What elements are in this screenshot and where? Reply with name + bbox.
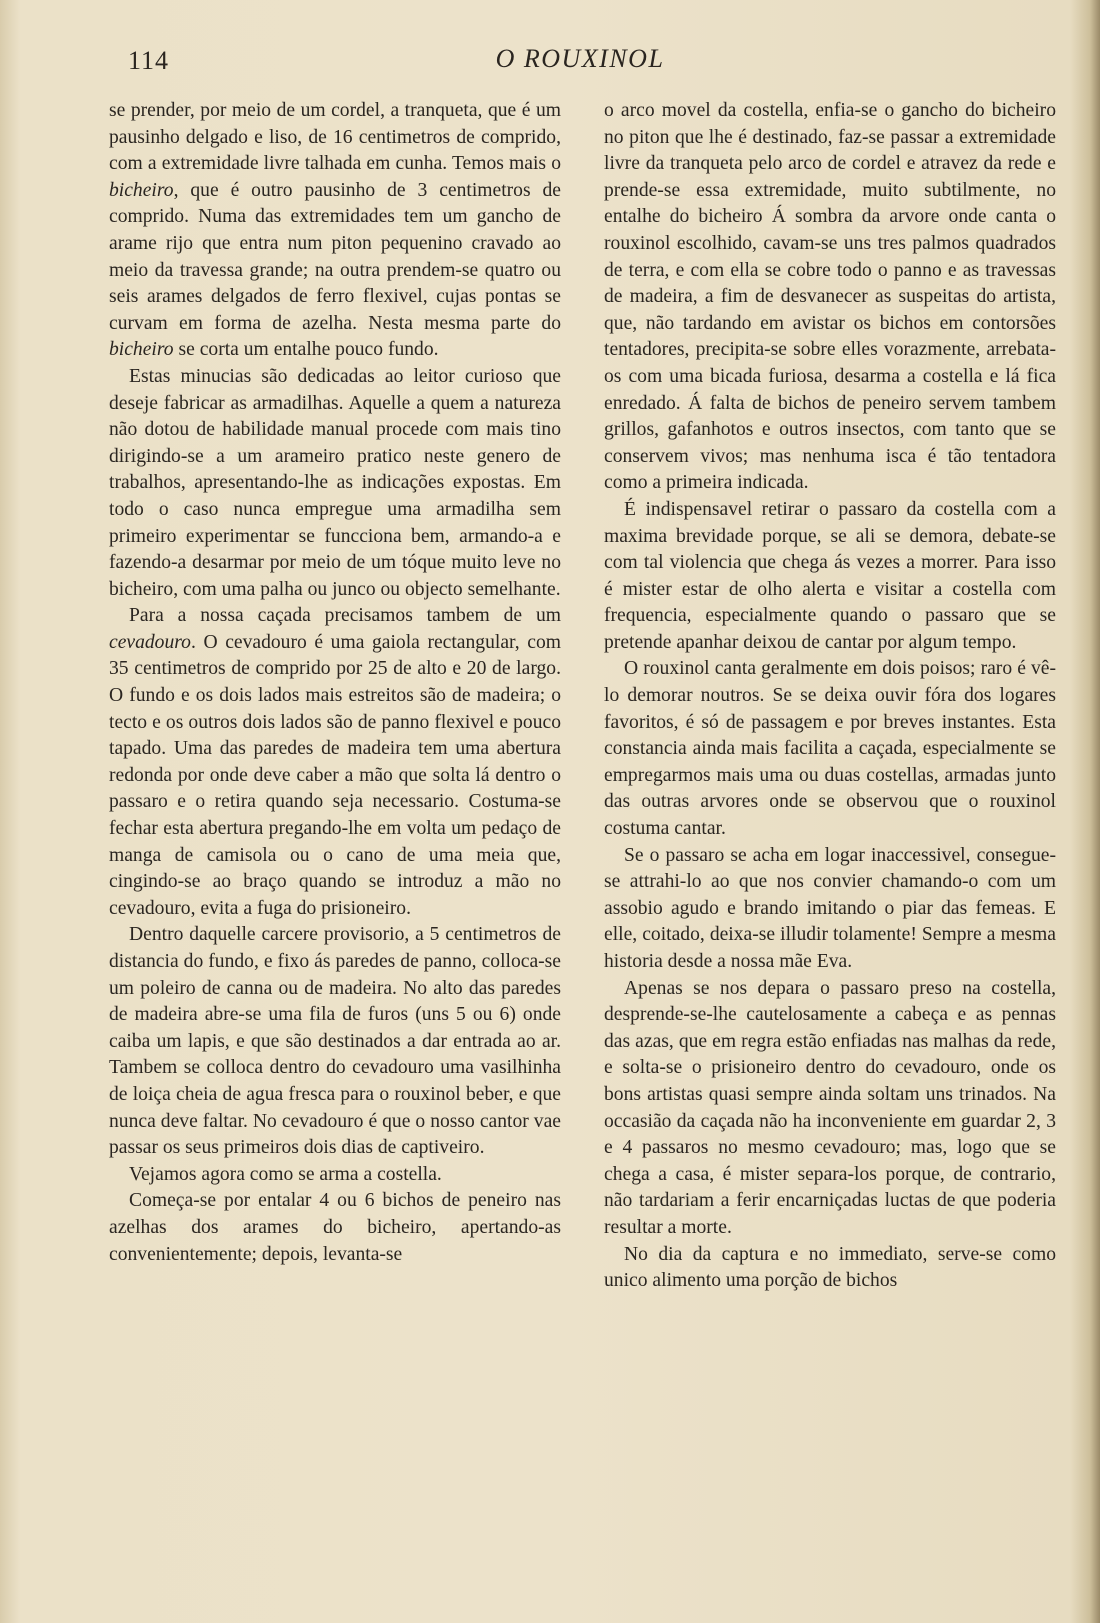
paragraph bbox=[604, 1242, 1056, 1295]
paragraph-text: . O cevadouro é uma gaiola rectangular, com 35 centimetros de comprido por 25 de alto e 20 de largo. O fundo e os dois lados mais estreitos são de madeira; o tecto e os outros dois lados são de panno flexivel e pouco tapado. Uma das paredes de madeira tem uma abertura redonda por onde deve caber a mão que solta lá dentro o passaro e o retira quando seja necessario. Costuma-se fechar esta abertura pregando-lhe em volta um pedaço de manga de camisola ou o cano de uma meia que, cingindo-se ao braço quando se introduz a mão no cevadouro, evita a fuga do prisioneiro. bbox=[109, 631, 561, 919]
paragraph-text: No dia da captura e no immediato, serve-se como unico alimento uma porção de bichos bbox=[604, 1243, 1056, 1292]
paragraph bbox=[109, 922, 561, 1161]
paragraph bbox=[604, 656, 1056, 842]
page-number: 114 bbox=[128, 46, 170, 75]
paragraph bbox=[109, 364, 561, 603]
paragraph bbox=[604, 843, 1056, 976]
page-header bbox=[0, 40, 1100, 80]
italic-term: cevadouro bbox=[109, 631, 191, 653]
paragraph bbox=[109, 1162, 561, 1189]
paragraph-text: Dentro daquelle carcere provisorio, a 5 centimetros de distancia do fundo, e fixo ás paredes de panno, colloca-se um poleiro de canna ou de madeira. No alto das paredes de madeira abre-se uma fila de furos (uns 5 ou 6) onde caiba um lapis, e que são destinados a dar entrada ao ar. Tambem se colloca dentro do cevadouro uma vasilhinha de loiça cheia de agua fresca para o rouxinol beber, e que nunca deve faltar. No cevadouro é que o nosso cantor vae passar os seus primeiros dois dias de captiveiro. bbox=[109, 924, 561, 1159]
right-column bbox=[604, 98, 1056, 1295]
paragraph-text: Estas minucias são dedicadas ao leitor curioso que deseje fabricar as armadilhas. Aquelle a quem a natureza não dotou de habilidade manual procede com mais tino dirigindo-se a um arameiro pratico neste genero de trabalhos, apresentando-lhe as indicações expostas. Em todo o caso nunca empregue uma armadilha sem primeiro experimentar se funcciona bem, armando-a e fazendo-a desarmar por meio de um tóque muito leve no bicheiro, com uma palha ou junco ou objecto semelhante. bbox=[109, 365, 561, 600]
paragraph-text: , que é outro pausinho de 3 centimetros de comprido. Numa das extremidades tem um gancho de arame rijo que entra num piton pequenino cravado ao meio da travessa grande; na outra prendem-se quatro ou seis arames delgados de ferro flexivel, cujas pontas se curvam em forma de azelha. Nesta mesma parte do bbox=[109, 179, 561, 334]
italic-term: bicheiro bbox=[109, 179, 174, 201]
paragraph bbox=[604, 976, 1056, 1242]
paragraph-text: se prender, por meio de um cordel, a tranqueta, que é um pausinho delgado e liso, de 16 centimetros de comprido, com a extremidade livre talhada em cunha. Temos mais o bbox=[109, 100, 561, 175]
paragraph bbox=[109, 98, 561, 364]
paragraph bbox=[604, 497, 1056, 657]
paragraph-text: É indispensavel retirar o passaro da costella com a maxima brevidade porque, se ali se demora, debate-se com tal violencia que chega ás vezes a morrer. Para isso é mister estar de olho alerta e visitar a costella com frequencia, especialmente quando o passaro que se pretende apanhar deixou de cantar por algum tempo. bbox=[604, 498, 1056, 653]
paragraph bbox=[109, 1188, 561, 1268]
paragraph bbox=[109, 603, 561, 922]
running-title: O ROUXINOL bbox=[495, 44, 665, 73]
left-column bbox=[109, 98, 561, 1268]
paragraph-text: Começa-se por entalar 4 ou 6 bichos de peneiro nas azelhas dos arames do bicheiro, apertando-as convenientemente; depois, levanta-se bbox=[109, 1190, 561, 1265]
paragraph-text: Apenas se nos depara o passaro preso na costella, desprende-se-lhe cautelosamente a cabeça e as pennas das azas, que em regra estão enfiadas nas malhas da rede, e solta-se o prisioneiro dentro do cevadouro, onde os bons artistas quasi sempre ainda soltam uns trinados. Na occasião da caçada não ha inconveniente em guardar 2, 3 e 4 passaros no mesmo cevadouro; mas, logo que se chega a casa, é mister separa-los porque, de contrario, não tardariam a ferir encarniçadas luctas de que poderia resultar a morte. bbox=[604, 977, 1056, 1238]
paragraph bbox=[604, 98, 1056, 497]
paragraph-text: Vejamos agora como se arma a costella. bbox=[129, 1163, 442, 1185]
paragraph-text: Se o passaro se acha em logar inaccessivel, consegue-se attrahi-lo ao que nos convier chamando-o com um assobio agudo e brando imitando o piar das femeas. E elle, coitado, deixa-se illudir tolamente! Sempre a mesma historia desde a nossa mãe Eva. bbox=[604, 844, 1056, 972]
paragraph-text: Para a nossa caçada precisamos tambem de um bbox=[129, 605, 561, 627]
italic-term: bicheiro bbox=[109, 339, 174, 361]
paragraph-text: O rouxinol canta geralmente em dois poisos; raro é vê-lo demorar noutros. Se se deixa ouvir fóra dos logares favoritos, é só de passagem e por breves instantes. Esta constancia ainda mais facilita a caçada, especialmente se empregarmos mais uma ou duas costellas, armadas junto das outras arvores onde se observou que o rouxinol costuma cantar. bbox=[604, 658, 1056, 840]
paragraph-text: se corta um entalhe pouco fundo. bbox=[173, 339, 439, 361]
paragraph-text: o arco movel da costella, enfia-se o gancho do bicheiro no piton que lhe é destinado, faz-se passar a extremidade livre da tranqueta pelo arco de cordel e atravez da rede e prende-se essa extremidade, muito subtilmente, no entalhe do bicheiro Á sombra da arvore onde canta o rouxinol escolhido, cavam-se uns tres palmos quadrados de terra, e com ella se cobre todo o panno e as travessas de madeira, a fim de desvanecer as suspeitas do artista, que, não tardando em avistar os bichos em contorsões tentadores, precipita-se sobre elles vorazmente, arrebata-os com uma bicada furiosa, desarma a costella e lá fica enredado. Á falta de bichos de peneiro servem tambem grillos, gafanhotos e outros insectos, com tanto que se conservem vivos; mas nenhuma isca é tão tentadora como a primeira indicada. bbox=[604, 100, 1056, 494]
